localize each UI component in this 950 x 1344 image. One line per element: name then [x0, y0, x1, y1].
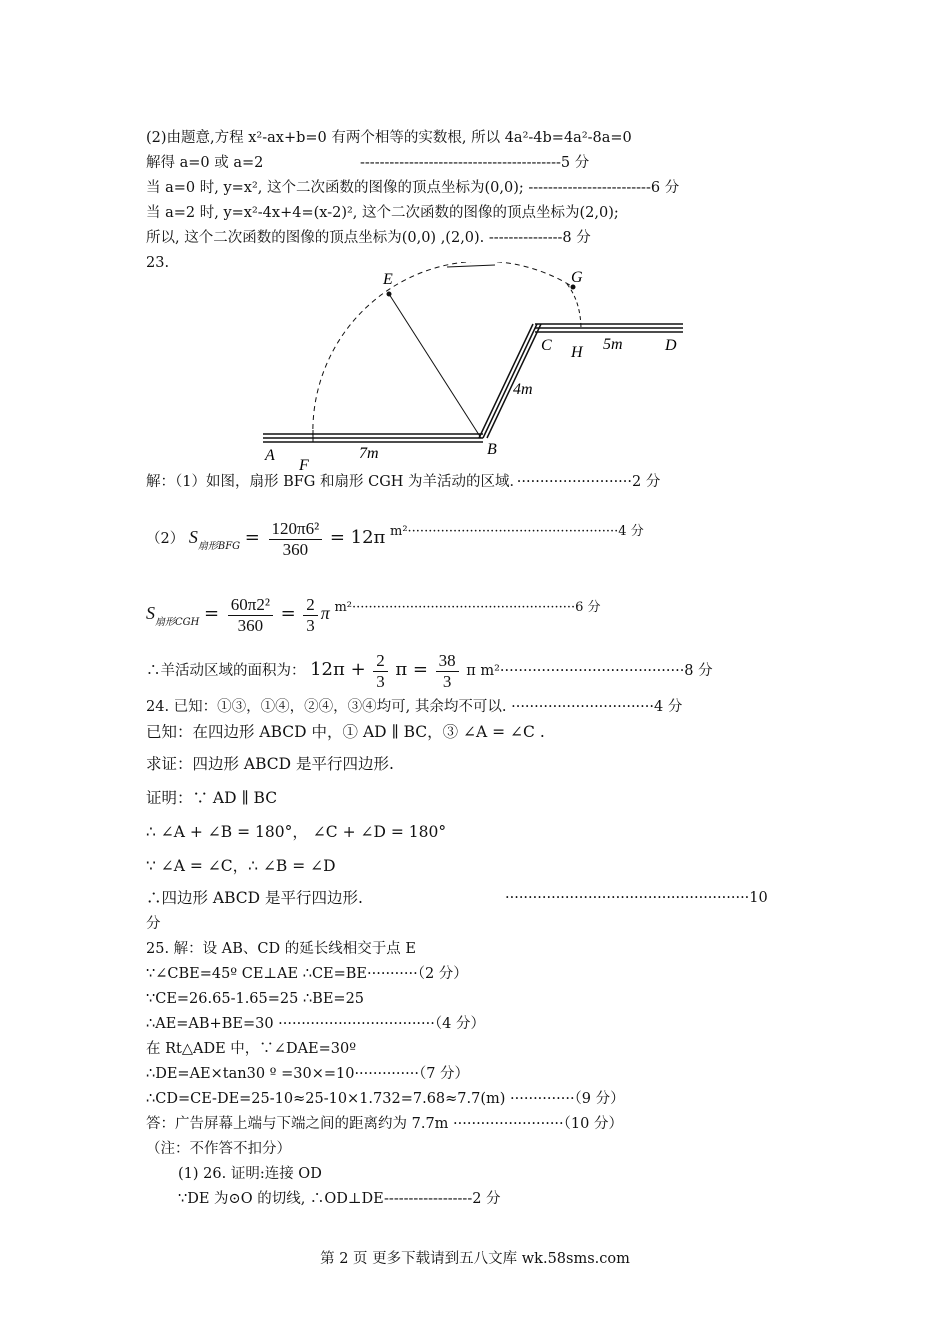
label-e: E	[383, 271, 393, 288]
q25-line-7: ∴CD=CE-DE=25-10≈25-10×1.732=7.68≈7.7(m) ··············（9 分）	[146, 1091, 625, 1107]
score-5: -----------------------------------------5 分	[360, 155, 590, 171]
line-a2: 当 a=2 时, y=x²-4x+4=(x-2)², 这个二次函数的图像的顶点坐标为(2,0);	[146, 205, 619, 221]
label-f: F	[299, 457, 309, 474]
q24-given: 已知：在四边形 ABCD 中，① AD ∥ BC，③ ∠A = ∠C .	[146, 723, 545, 741]
q24-known: 24. 已知：①③，①④，②④，③④均可, 其余均不可以. ·······························4 分	[146, 699, 683, 715]
label-4m: 4m	[513, 381, 533, 398]
point-e	[387, 292, 392, 297]
q26-line-2: ∵DE 为⊙O 的切线, ∴OD⊥DE------------------2 分	[178, 1191, 501, 1207]
label-g: G	[571, 269, 583, 286]
q26-line-1: (1) 26. 证明:连接 OD	[178, 1166, 322, 1182]
q24-score-dots: ·····················································10	[505, 890, 768, 906]
label-7m: 7m	[359, 445, 379, 462]
q24-proof-2: ∴ ∠A + ∠B = 180°， ∠C + ∠D = 180°	[146, 823, 447, 841]
q24-prove: 求证：四边形 ABCD 是平行四边形.	[146, 755, 394, 773]
segment-ab	[263, 434, 483, 442]
radius-be	[389, 294, 481, 438]
total-area-line: ∴羊活动区域的面积为： 12π + $\frac{2}{3}$ π = $\frac{38}{3}$ π m²········································8 分	[146, 650, 713, 691]
q23-figure	[255, 262, 695, 474]
label-5m: 5m	[603, 336, 623, 353]
page-footer: 第 2 页 更多下载请到五八文库 wk.58sms.com	[320, 1251, 630, 1267]
area-bfg-line: （2） $S_{扇形BFG}$ = $\frac{\text{120π6²}}{360}$ = 12π m²···················································4 分	[146, 518, 644, 559]
area-cgh-line: $S_{扇形CGH}$ = $\frac{\text{60π2²}}{360}$ = $\frac{2}{3}$ π m²······················································6 分	[146, 594, 601, 635]
q25-line-5: 在 Rt△ADE 中，∵∠DAE=30º	[146, 1041, 357, 1057]
q25-line-6: ∴DE=AE×tan30 º =30×=10··············（7 分）	[146, 1066, 470, 1082]
q24-proof-1: 证明：∵ AD ∥ BC	[146, 789, 278, 807]
arc-solid-top	[447, 265, 495, 267]
label-a: A	[265, 447, 275, 464]
q25-answer: 答：广告屏幕上端与下端之间的距离约为 7.7m ························（10 分）	[146, 1116, 623, 1132]
q25-note: （注：不作答不扣分）	[146, 1141, 291, 1157]
q25-line-1: 25. 解：设 AB、CD 的延长线相交于点 E	[146, 941, 416, 957]
line-a0: 当 a=0 时, y=x², 这个二次函数的图像的顶点坐标为(0,0); -------------------------6 分	[146, 180, 680, 196]
q25-line-3: ∵CE=26.65-1.65=25 ∴BE=25	[146, 991, 365, 1007]
q24-proof-3: ∵ ∠A = ∠C，∴ ∠B = ∠D	[146, 857, 336, 875]
segment-cd	[535, 324, 683, 332]
q25-line-2: ∵∠CBE=45º CE⊥AE ∴CE=BE···········（2 分）	[146, 966, 468, 982]
line-conclusion: 所以, 这个二次函数的图像的顶点坐标为(0,0) ,(2,0). ---------------8 分	[146, 230, 591, 246]
q24-score-unit: 分	[146, 916, 161, 932]
arc-cgh	[567, 284, 581, 330]
q24-proof-4: ∴四边形 ABCD 是平行四边形.	[146, 889, 363, 907]
q25-line-4: ∴AE=AB+BE=30 ··································（4 分）	[146, 1016, 485, 1032]
arc-bfg	[313, 262, 573, 438]
label-b: B	[487, 441, 497, 458]
label-c: C	[541, 337, 552, 354]
label-d: D	[665, 337, 677, 354]
solution-1: 解：（1）如图，扇形 BFG 和扇形 CGH 为羊活动的区域．·························2 分	[146, 474, 661, 490]
label-h: H	[571, 344, 583, 361]
line-q22-2: (2)由题意,方程 x²-ax+b=0 有两个相等的实数根, 所以 4a²-4b=4a²-8a=0	[146, 130, 632, 146]
question-23-number: 23.	[146, 255, 170, 271]
line-solve-a: 解得 a=0 或 a=2	[146, 155, 264, 171]
